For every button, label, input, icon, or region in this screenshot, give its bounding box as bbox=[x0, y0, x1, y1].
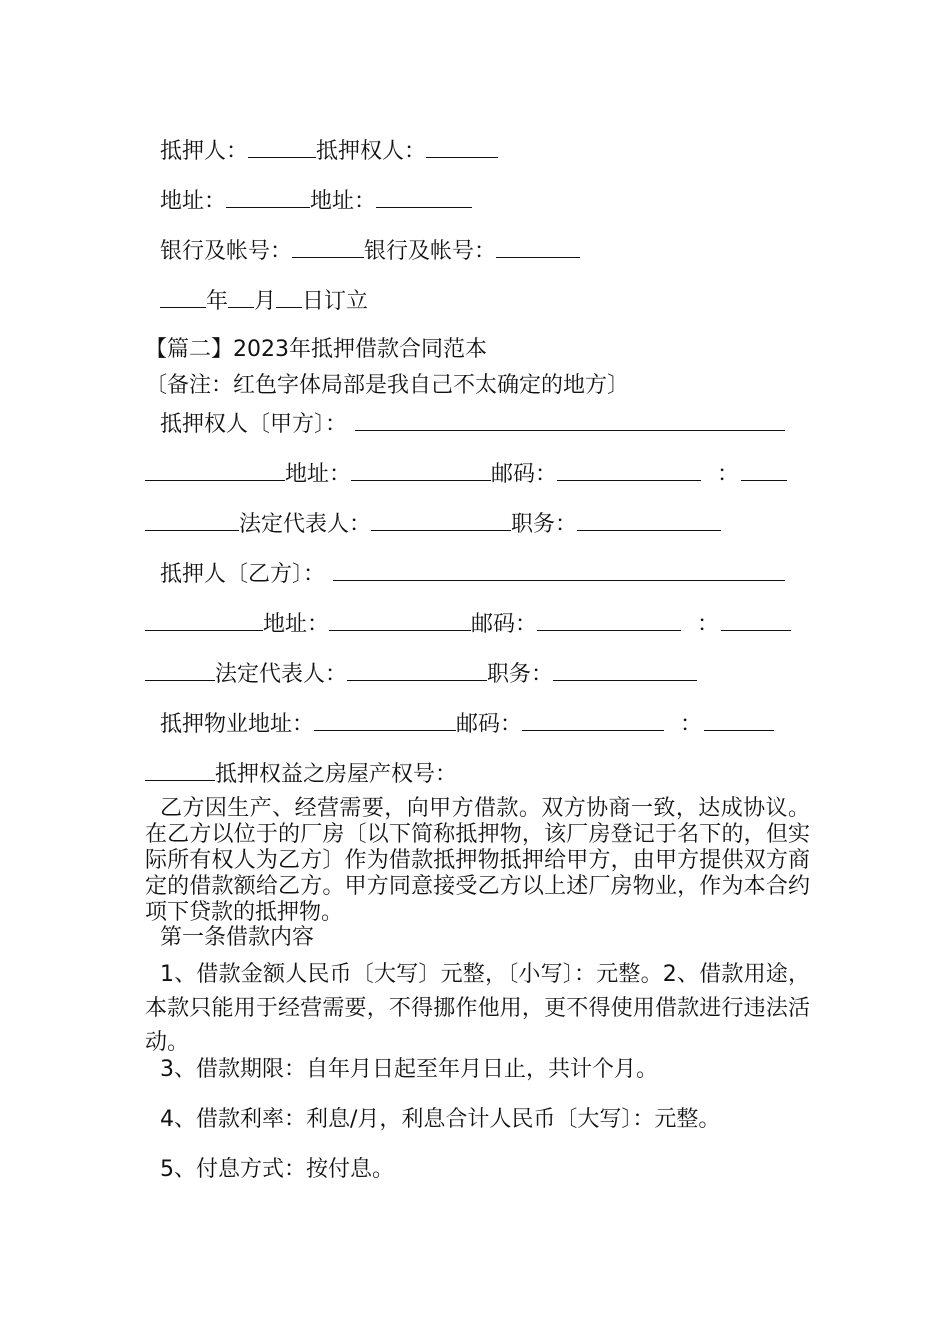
item-4: 4、借款利率：利息/月，利息合计人民币〔大写〕：元整。 bbox=[160, 1107, 721, 1132]
article-heading: 第一条借款内容 bbox=[160, 925, 315, 950]
mortgagee-line: 抵押权人〔甲方〕： bbox=[160, 410, 785, 438]
mortgagor-rep-line: 法定代表人： 职务： bbox=[145, 660, 697, 688]
signing-date: 年 月 日订立 bbox=[160, 287, 368, 315]
note-line: 〔备注：红色字体局部是我自己不太确定的地方〕 bbox=[145, 373, 630, 398]
item-1-2: 1、借款金额人民币〔大写〕元整，〔小写〕：元整。2、借款用途，本款只能用于经营需要，不得挪作他用，更不得使用借款进行违法活动。 bbox=[145, 962, 810, 1055]
item-3: 3、借款期限：自年月日起至年月日止，共计个月。 bbox=[160, 1057, 658, 1082]
property-address-line: 抵押物业地址： 邮码： ： bbox=[160, 710, 774, 738]
signature-line-address: 地址： 地址： bbox=[160, 187, 472, 215]
signature-line-bank: 银行及帐号： 银行及帐号： bbox=[160, 237, 580, 265]
mortgagee-rep-line: 法定代表人： 职务： bbox=[145, 510, 721, 538]
section-title: 【篇二】2023年抵押借款合同范本 bbox=[145, 337, 487, 362]
item-5: 5、付息方式：按付息。 bbox=[160, 1157, 394, 1182]
mortgagor-line: 抵押人〔乙方〕： bbox=[160, 560, 785, 588]
intro-paragraph: 乙方因生产、经营需要，向甲方借款。双方协商一致，达成协议。在乙方以位于的厂房〔以下简称抵押物，该厂房登记于名下的，但实际所有权人为乙方〕作为借款抵押物抵押给甲方，由甲方提供双方商定的借款额给乙方。甲方同意接受乙方以上述厂房物业，作为本合约项下贷款的抵押物。 bbox=[145, 796, 810, 925]
signature-line-parties: 抵押人： 抵押权人： bbox=[160, 137, 498, 165]
mortgagee-address-line: 地址： 邮码： ： bbox=[145, 460, 787, 488]
mortgagor-address-line: 地址： 邮码： ： bbox=[145, 610, 791, 638]
property-cert-line: 抵押权益之房屋产权号： bbox=[145, 760, 457, 788]
